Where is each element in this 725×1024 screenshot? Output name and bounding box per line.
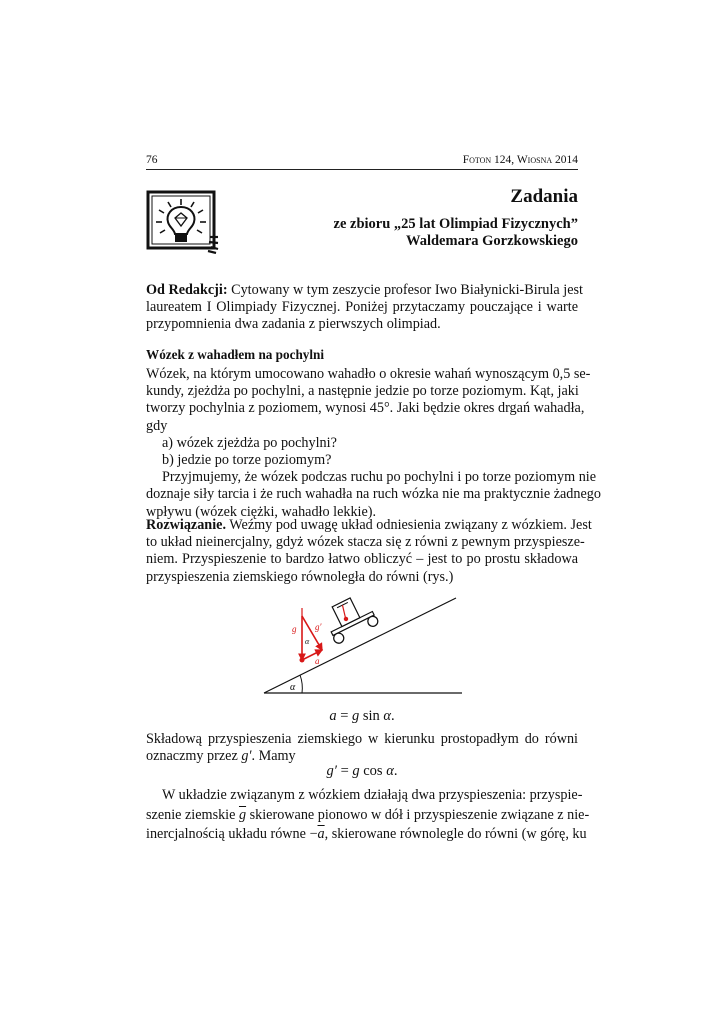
problem-heading: Wózek z wahadłem na pochylni <box>146 347 325 362</box>
problem-text <box>146 366 601 521</box>
text-line: przypomnienia dwa zadania z pierwszych olimpiad. <box>146 316 441 333</box>
running-header <box>146 153 578 170</box>
eq-symbol: a <box>329 708 337 724</box>
minus-sign: − <box>309 826 318 842</box>
eq-symbol: g <box>352 708 360 724</box>
vector-label-g-prime: g′ <box>315 622 322 632</box>
eq-symbol: = <box>336 763 353 779</box>
vector-a-symbol: $\overline{a}$ <box>317 826 325 842</box>
option-a: a) wózek zjeżdża po pochylni? <box>162 434 337 451</box>
option-b: b) jedzie po torze poziomym? <box>162 452 332 469</box>
angle-arc <box>300 675 302 693</box>
equation-a <box>146 708 578 725</box>
text-line: inercjalnością układu równe <box>146 826 310 842</box>
text-line: wpływu (wózek ciężki, wahadło lekkie). <box>146 503 377 520</box>
page-number: 76 <box>146 154 158 166</box>
pendulum-bob <box>300 658 305 663</box>
cart <box>321 592 380 645</box>
perpendicular-component-text <box>146 731 578 765</box>
text-line: tworzy pochylnia z poziomem, wynosi 45°. Jaki będzie okres drgań wahadła, <box>146 400 585 417</box>
subtitle-line: ze zbioru „25 lat Olimpiad Fizycznych” <box>333 216 578 232</box>
vector-label-a: a <box>315 656 320 666</box>
solution-label: Rozwiązanie. <box>146 517 226 533</box>
text-line: Cytowany w tym zeszycie profesor Iwo Białynicki-Birula jest <box>227 282 583 298</box>
incline-line <box>264 598 456 693</box>
article-subtitle <box>334 216 578 250</box>
eq-symbol: g′ <box>326 763 337 779</box>
text-line: szenie ziemskie <box>146 806 239 823</box>
article-title: Zadania <box>510 186 578 207</box>
g-prime-symbol: g′ <box>241 748 252 765</box>
eq-symbol: α <box>383 708 392 724</box>
eq-symbol: sin <box>359 708 384 724</box>
solution-text <box>146 517 592 586</box>
text-line: doznaje siły tarcia i że ruch wahadła na ruch wózka nie ma praktycznie żadnego <box>146 486 601 503</box>
angle-label: α <box>290 682 296 693</box>
eq-symbol: α <box>386 763 394 779</box>
text-line: oznaczmy przez <box>146 748 242 765</box>
text-line: gdy <box>146 417 168 434</box>
eq-symbol: . <box>391 708 395 724</box>
text-line: przyspieszenia ziemskiego równoległa do równi (rys.) <box>146 568 454 585</box>
text-line: laureatem I Olimpiady Fizycznej. Poniżej przytaczamy pouczające i warte <box>146 299 578 316</box>
eq-symbol: . <box>393 763 398 779</box>
text-line: Przyjmujemy, że wózek podczas ruchu po pochylni i po torze poziomym nie <box>162 469 597 486</box>
text-line: Wózek, na którym umocowano wahadło o okresie wahań wynoszącym 0,5 se- <box>146 366 591 382</box>
text-line: W układzie związanym z wózkiem działają dwa przyspieszenia: przyspie- <box>162 787 583 803</box>
editorial-note <box>146 282 583 334</box>
text-line: Składową przyspieszenia ziemskiego w kierunku prostopadłym do równi <box>146 731 578 747</box>
eq-symbol: g <box>352 763 360 779</box>
text-line: kundy, zjeżdża po pochylni, a następnie jedzie po torze poziomym. Kąt, jaki <box>146 383 579 400</box>
text-line: to układ nieinercjalny, gdyż wózek stacza się z równi z pewnym przyspiesze- <box>146 534 585 551</box>
text-line: , skierowane równolegle do równi (w górę, ku <box>324 826 587 842</box>
eq-symbol: cos <box>359 763 387 779</box>
inclined-plane-figure <box>258 592 464 700</box>
eq-symbol: = <box>336 708 352 724</box>
text-line: . Mamy <box>251 748 296 765</box>
text-line: Weźmy pod uwagę układ odniesienia związany z wózkiem. Jest <box>226 517 592 533</box>
equation-g-prime <box>146 763 578 780</box>
editorial-label: Od Redakcji: <box>146 282 228 298</box>
accelerations-text <box>146 786 590 845</box>
journal-issue: Foton 124, Wiosna 2014 <box>462 154 578 166</box>
text-line: skierowane pionowo w dół i przyspieszenie związane z nie- <box>246 806 590 823</box>
subtitle-line: Waldemara Gorzkowskiego <box>406 233 578 249</box>
vector-diagram <box>292 608 323 666</box>
text-line: niem. Przyspieszenie to bardzo łatwo obliczyć – jest to po prostu składowa <box>146 551 578 568</box>
vector-g-symbol: $\overline{g}$ <box>238 806 247 823</box>
lightbulb-logo-icon <box>146 190 220 254</box>
vector-label-g: g <box>292 624 297 634</box>
vector-label-alpha: α <box>305 637 310 646</box>
